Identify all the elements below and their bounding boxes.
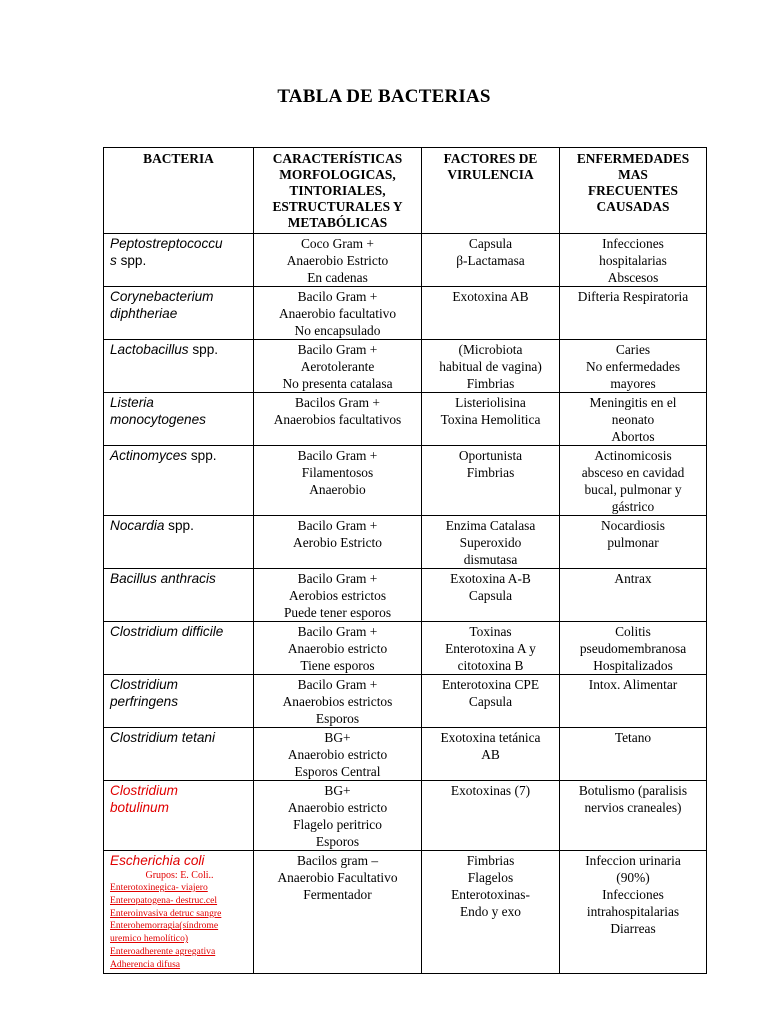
- cell-line: Tetano: [614, 730, 652, 745]
- cell-line: Oportunista: [458, 448, 523, 463]
- cell-line: BG+: [324, 783, 351, 798]
- bacteria-name-cell: [104, 340, 254, 393]
- virulence-cell: [422, 393, 560, 446]
- bacteria-name-cell: [104, 569, 254, 622]
- virulence-cell: [422, 446, 560, 516]
- cell-line: Abscesos: [607, 270, 659, 285]
- cell-line: citotoxina B: [457, 658, 524, 673]
- cell-line: Enterotoxina A y: [445, 641, 536, 656]
- cell-line: Nocardiosis: [601, 518, 665, 533]
- characteristics-cell: [254, 287, 422, 340]
- cell-line: Caries: [615, 342, 651, 357]
- table-row: [104, 851, 707, 974]
- bacteria-suffix: spp.: [187, 448, 217, 463]
- header-enfermedades: [560, 148, 707, 234]
- bacteria-name: Corynebacterium: [110, 289, 214, 304]
- bacteria-name: diphtheriae: [110, 306, 178, 321]
- cell-line: Bacilos Gram +: [295, 395, 380, 410]
- bacteria-name-cell: [104, 851, 254, 974]
- cell-line: Aerobio Estricto: [293, 535, 382, 550]
- cell-line: AB: [481, 747, 500, 762]
- cell-line: Anaerobio: [309, 482, 366, 497]
- cell-line: Anaerobio estricto: [287, 747, 388, 762]
- cell-line: Exotoxina A-B: [450, 571, 531, 586]
- cell-line: Flagelo peritrico: [293, 817, 382, 832]
- bacteria-name: perfringens: [110, 694, 179, 709]
- bacteria-name-cell: [104, 728, 254, 781]
- header-bacteria: [104, 148, 254, 234]
- cell-line: dismutasa: [463, 552, 518, 567]
- diseases-cell: [560, 234, 707, 287]
- table-header-row: [104, 148, 707, 234]
- header-line: CARACTERÍSTICAS: [272, 151, 403, 166]
- cell-line: Capsula: [468, 588, 513, 603]
- cell-line: Toxinas: [469, 624, 512, 639]
- virulence-cell: [422, 728, 560, 781]
- bacteria-suffix: spp.: [164, 518, 194, 533]
- page-title: TABLA DE BACTERIAS: [277, 86, 491, 107]
- cell-line: Hospitalizados: [593, 658, 673, 673]
- bacteria-name-cell: [104, 622, 254, 675]
- header-line: BACTERIA: [143, 151, 214, 166]
- bacteria-name: Peptostreptococcu: [110, 236, 223, 251]
- header-line: FACTORES DE: [443, 151, 538, 166]
- diseases-cell: [560, 851, 707, 974]
- bacteria-name-cell: [104, 234, 254, 287]
- bacteria-name: s: [110, 253, 117, 268]
- cell-line: Bacilo Gram +: [297, 289, 378, 304]
- cell-line: Bacilo Gram +: [297, 571, 378, 586]
- cell-line: Listeriolisina: [455, 395, 526, 410]
- diseases-cell: [560, 446, 707, 516]
- header-line: ENFERMEDADES: [576, 151, 690, 166]
- table-row: [104, 234, 707, 287]
- bacteria-name: Nocardia: [110, 518, 165, 533]
- cell-line: Superoxido: [459, 535, 522, 550]
- cell-line: Exotoxinas (7): [450, 783, 531, 798]
- table-row: [104, 446, 707, 516]
- cell-line: En cadenas: [307, 270, 368, 285]
- header-factores: [422, 148, 560, 234]
- virulence-cell: [422, 340, 560, 393]
- cell-line: Flagelos: [467, 870, 514, 885]
- cell-line: Intox. Alimentar: [588, 677, 678, 692]
- header-line: FRECUENTES: [587, 183, 679, 198]
- cell-line: Toxina Hemolitica: [440, 412, 541, 427]
- bacteria-name: Listeria: [110, 395, 154, 410]
- bacteria-name-cell: [104, 393, 254, 446]
- cell-line: Diarreas: [610, 921, 656, 936]
- bacteria-name: Clostridium: [110, 783, 178, 798]
- cell-line: Abortos: [611, 429, 655, 444]
- cell-line: Exotoxina tetánica: [440, 730, 541, 745]
- cell-line: Enterotoxinas-: [451, 887, 530, 902]
- header-line: METABÓLICAS: [287, 215, 388, 230]
- table-row: [104, 340, 707, 393]
- characteristics-cell: [254, 622, 422, 675]
- diseases-cell: [560, 728, 707, 781]
- cell-line: Exotoxina AB: [452, 289, 529, 304]
- characteristics-cell: [254, 340, 422, 393]
- cell-line: Anaerobio facultativo: [278, 306, 397, 321]
- virulence-cell: [422, 675, 560, 728]
- cell-line: pulmonar: [607, 535, 659, 550]
- virulence-cell: [422, 622, 560, 675]
- cell-line: intrahospitalarias: [586, 904, 680, 919]
- bacteria-name-cell: [104, 287, 254, 340]
- cell-line: Actinomicosis: [594, 448, 672, 463]
- cell-line: BG+: [324, 730, 351, 745]
- cell-line: Enterotoxina CPE: [441, 677, 540, 692]
- cell-line: (Microbiota: [458, 342, 523, 357]
- cell-line: Fimbrias: [466, 853, 515, 868]
- cell-line: Difteria Respiratoria: [577, 289, 689, 304]
- cell-line: Bacilo Gram +: [297, 677, 378, 692]
- table-row: [104, 287, 707, 340]
- diseases-cell: [560, 516, 707, 569]
- cell-line: Anaerobio estricto: [287, 800, 388, 815]
- cell-line: Fimbrias: [466, 465, 515, 480]
- group-item: Enterohemorragia(síndrome: [110, 920, 219, 932]
- cell-line: Bacilo Gram +: [297, 448, 378, 463]
- cell-line: Filamentosos: [301, 465, 374, 480]
- table-row: [104, 781, 707, 851]
- characteristics-cell: [254, 446, 422, 516]
- cell-line: Tiene esporos: [300, 658, 375, 673]
- group-item: Enterotoxinegica- viajero: [110, 882, 208, 893]
- bacteria-name-cell: [104, 781, 254, 851]
- cell-line: (90%): [616, 870, 650, 885]
- characteristics-cell: [254, 851, 422, 974]
- cell-line: Capsula: [468, 236, 513, 251]
- bacteria-name: Actinomyces: [110, 448, 188, 463]
- groups-title: Grupos: E. Coli..: [145, 870, 214, 881]
- cell-line: Aerotolerante: [300, 359, 375, 374]
- cell-line: Coco Gram +: [300, 236, 374, 251]
- diseases-cell: [560, 622, 707, 675]
- bacteria-name: Clostridium tetani: [110, 730, 216, 745]
- bacteria-name: botulinum: [110, 800, 169, 815]
- cell-line: habitual de vagina): [439, 359, 542, 374]
- cell-line: Anaerobio estricto: [287, 641, 388, 656]
- cell-line: bucal, pulmonar y: [584, 482, 682, 497]
- table-row: [104, 516, 707, 569]
- cell-line: Botulismo (paralisis: [578, 783, 688, 798]
- bacteria-name-cell: [104, 675, 254, 728]
- cell-line: Endo y exo: [460, 904, 521, 919]
- group-item: uremico hemolítico): [110, 933, 189, 945]
- header-line: CAUSADAS: [596, 199, 670, 214]
- bacteria-name-cell: [104, 516, 254, 569]
- diseases-cell: [560, 340, 707, 393]
- cell-line: Bacilos gram –: [296, 853, 379, 868]
- cell-line: absceso en cavidad: [581, 465, 685, 480]
- virulence-cell: [422, 781, 560, 851]
- cell-line: pseudomembranosa: [579, 641, 687, 656]
- cell-line: No presenta catalasa: [282, 376, 393, 391]
- bacteria-suffix: spp.: [188, 342, 219, 357]
- virulence-cell: [422, 516, 560, 569]
- cell-line: Anaerobios facultativos: [273, 412, 402, 427]
- characteristics-cell: [254, 234, 422, 287]
- cell-line: Colitis: [615, 624, 651, 639]
- diseases-cell: [560, 393, 707, 446]
- cell-line: Fermentador: [303, 887, 372, 902]
- cell-line: Bacilo Gram +: [297, 342, 378, 357]
- cell-line: Fimbrias: [466, 376, 515, 391]
- header-caracteristicas: [254, 148, 422, 234]
- cell-line: Esporos Central: [294, 764, 381, 779]
- diseases-cell: [560, 781, 707, 851]
- cell-line: Esporos: [315, 711, 360, 726]
- cell-line: neonato: [611, 412, 655, 427]
- cell-line: Antrax: [614, 571, 652, 586]
- characteristics-cell: [254, 516, 422, 569]
- group-item: Enteropatogena- destruc.cel: [110, 894, 218, 906]
- cell-line: Capsula: [468, 694, 513, 709]
- diseases-cell: [560, 675, 707, 728]
- cell-line: Puede tener esporos: [283, 605, 392, 620]
- cell-line: Bacilo Gram +: [297, 624, 378, 639]
- cell-line: Anaerobio Facultativo: [277, 870, 398, 885]
- diseases-cell: [560, 287, 707, 340]
- header-line: VIRULENCIA: [447, 167, 534, 182]
- bacteria-name-cell: [104, 446, 254, 516]
- cell-line: β-Lactamasa: [456, 253, 525, 268]
- virulence-cell: [422, 851, 560, 974]
- cell-line: No encapsulado: [294, 323, 381, 338]
- virulence-cell: [422, 569, 560, 622]
- cell-line: Infeccion urinaria: [585, 853, 681, 868]
- bacteria-name: Escherichia coli: [110, 853, 205, 868]
- diseases-cell: [560, 569, 707, 622]
- characteristics-cell: [254, 728, 422, 781]
- cell-line: Anaerobios estrictos: [282, 694, 393, 709]
- cell-line: Bacilo Gram +: [297, 518, 378, 533]
- bacteria-name: Lactobacillus: [110, 342, 189, 357]
- table-row: [104, 675, 707, 728]
- cell-line: mayores: [610, 376, 656, 391]
- bacteria-table: [103, 147, 707, 974]
- cell-line: gástrico: [611, 499, 655, 514]
- bacteria-name: Bacillus anthracis: [110, 571, 216, 586]
- bacteria-name: monocytogenes: [110, 412, 206, 427]
- bacteria-name: Clostridium difficile: [110, 624, 224, 639]
- header-line: TINTORIALES,: [289, 183, 386, 198]
- group-item: Adherencia difusa: [110, 958, 181, 970]
- group-item: Enteroadherente agregativa: [110, 945, 216, 957]
- header-line: ESTRUCTURALES Y: [272, 199, 403, 214]
- cell-line: Esporos: [315, 834, 360, 849]
- characteristics-cell: [254, 781, 422, 851]
- cell-line: Anaerobio Estricto: [286, 253, 389, 268]
- characteristics-cell: [254, 675, 422, 728]
- virulence-cell: [422, 234, 560, 287]
- characteristics-cell: [254, 393, 422, 446]
- group-item: Enteroinvasiva detruc sangre: [110, 907, 222, 919]
- table-row: [104, 569, 707, 622]
- characteristics-cell: [254, 569, 422, 622]
- cell-line: No enfermedades: [585, 359, 681, 374]
- table-row: [104, 728, 707, 781]
- table-row: [104, 622, 707, 675]
- virulence-cell: [422, 287, 560, 340]
- cell-line: hospitalarias: [599, 253, 667, 268]
- cell-line: nervios craneales): [584, 800, 682, 815]
- header-line: MORFOLOGICAS,: [279, 167, 396, 182]
- cell-line: Aerobios estrictos: [288, 588, 387, 603]
- cell-line: Enzima Catalasa: [445, 518, 536, 533]
- bacteria-suffix: spp.: [116, 253, 147, 268]
- table-row: [104, 393, 707, 446]
- header-line: MAS: [618, 167, 648, 182]
- bacteria-name: Clostridium: [110, 677, 178, 692]
- cell-line: Infecciones: [602, 236, 664, 251]
- cell-line: Meningitis en el: [589, 395, 677, 410]
- cell-line: Infecciones: [602, 887, 664, 902]
